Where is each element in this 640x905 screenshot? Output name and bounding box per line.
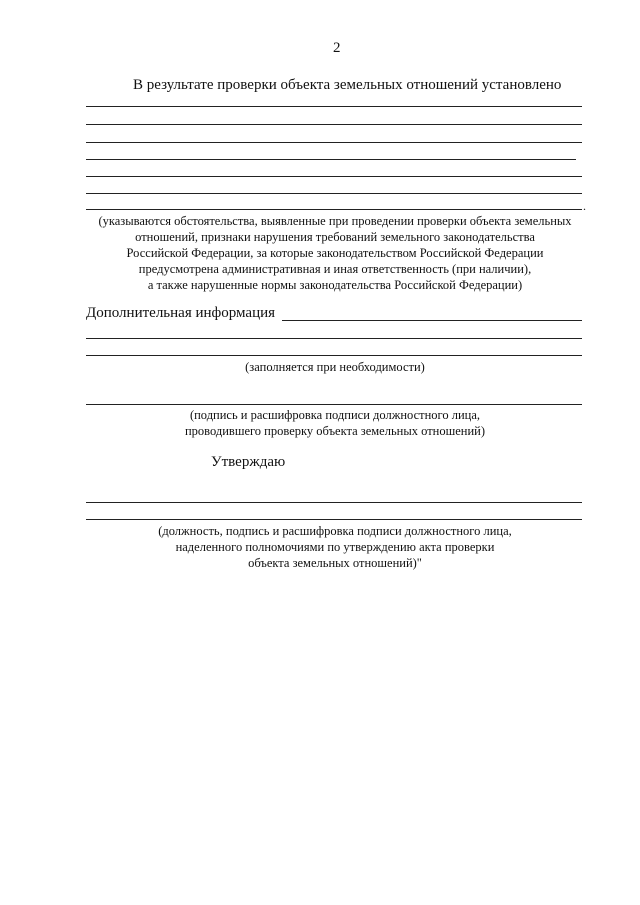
findings-line-4[interactable] [86, 159, 576, 160]
approver-signature-note-1: (должность, подпись и расшифровка подписи должностного лица, [158, 524, 512, 538]
approver-signature-note-2: наделенного полномочиями по утверждению акта проверки [175, 540, 495, 554]
circumstances-note-1: (указываются обстоятельства, выявленные при проведении проверки объекта земельных [98, 214, 572, 228]
additional-info-line-2[interactable] [86, 338, 582, 339]
findings-line-5[interactable] [86, 176, 582, 177]
inspection-heading: В результате проверки объекта земельных отношений установлено [133, 77, 562, 93]
circumstances-note-3: Российской Федерации, за которые законодательством Российской Федерации [126, 246, 544, 260]
approver-line-1[interactable] [86, 502, 582, 503]
official-signature-note-1: (подпись и расшифровка подписи должностного лица, [189, 408, 481, 422]
page-number: 2 [333, 40, 341, 56]
findings-line-6[interactable] [86, 193, 582, 194]
additional-info-note: (заполняется при необходимости) [245, 360, 425, 374]
findings-line-2[interactable] [86, 124, 582, 125]
additional-info-label: Дополнительная информация [86, 305, 276, 321]
findings-line-3[interactable] [86, 142, 582, 143]
circumstances-note-5: а также нарушенные нормы законодательства Российской Федерации) [147, 278, 523, 292]
approver-signature-line[interactable] [86, 519, 582, 520]
circumstances-note-4: предусмотрена административная и иная ответственность (при наличии), [138, 262, 532, 276]
official-signature-note-2: проводившего проверку объекта земельных отношений) [184, 424, 486, 438]
findings-line-1[interactable] [86, 106, 582, 107]
approve-label: Утверждаю [211, 454, 286, 470]
additional-info-line-1[interactable] [282, 320, 582, 321]
approver-signature-note-3: объекта земельных отношений)" [248, 556, 422, 570]
findings-line-7[interactable] [86, 209, 582, 210]
circumstances-note-2: отношений, признаки нарушения требований земельного законодательства [135, 230, 535, 244]
official-signature-line[interactable] [86, 404, 582, 405]
additional-info-line-3[interactable] [86, 355, 582, 356]
line-end-dot: . [583, 199, 586, 213]
